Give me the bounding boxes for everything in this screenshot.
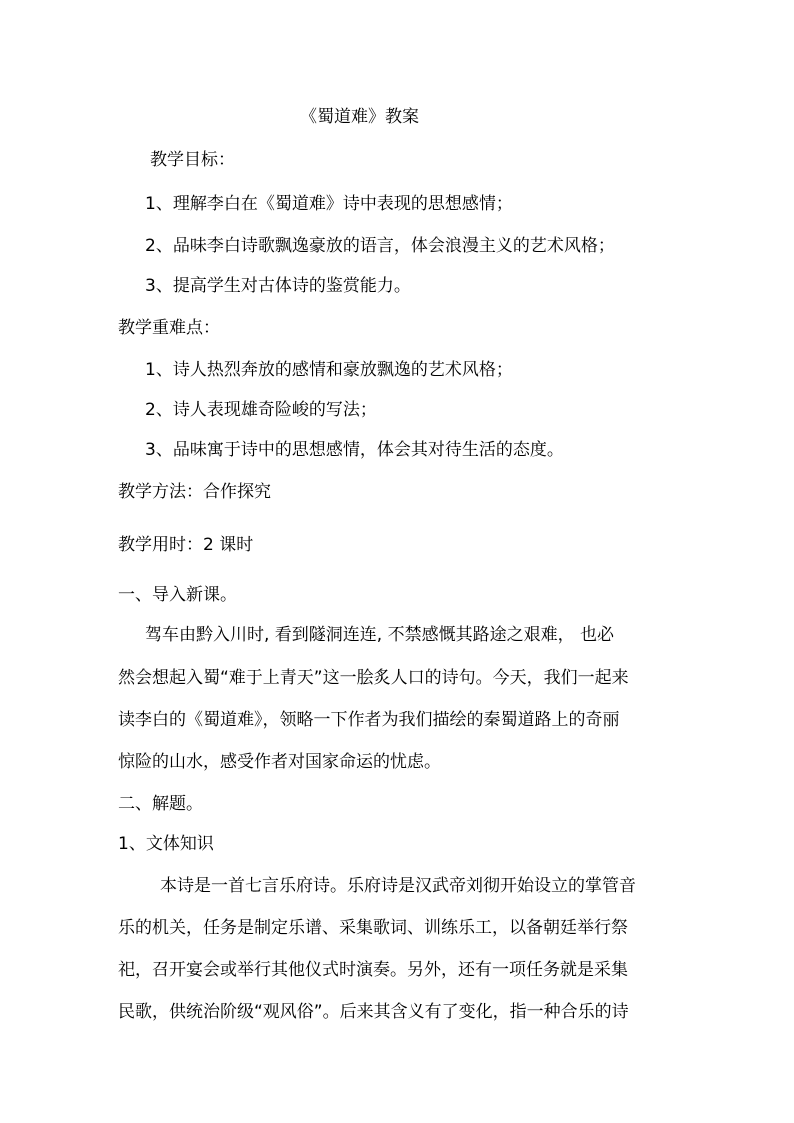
subsection-heading-genre: 1、文体知识 (118, 834, 214, 854)
keypoints-heading: 教学重难点： (118, 318, 220, 338)
document-title: 《蜀道难》教案 (300, 107, 419, 127)
paragraph-line: 祀，召开宴会或举行其他仪式时演奏。另外，还有一项任务就是采集 (118, 960, 628, 980)
keypoint-item: 1、诗人热烈奔放的感情和豪放飘逸的艺术风格； (145, 360, 513, 380)
section-heading-intro: 一、导入新课。 (118, 585, 237, 605)
teaching-hours: 教学用时：2 课时 (118, 535, 254, 555)
teaching-method: 教学方法：合作探究 (118, 482, 271, 502)
section-heading-title-explanation: 二、解题。 (118, 794, 203, 814)
paragraph-line: 本诗是一首七言乐府诗。乐府诗是汉武帝刘彻开始设立的掌管音 (160, 876, 636, 896)
paragraph-line: 乐的机关，任务是制定乐谱、采集歌词、训练乐工，以备朝廷举行祭 (118, 918, 628, 938)
objective-item: 1、理解李白在《蜀道难》诗中表现的思想感情； (145, 194, 513, 214)
objectives-heading: 教学目标： (150, 150, 235, 170)
paragraph-line: 驾车由黔入川时, 看到隧洞连连, 不禁感慨其路途之艰难， 也必 (145, 625, 615, 645)
paragraph-line: 读李白的《蜀道难》，领略一下作者为我们描绘的秦蜀道路上的奇丽 (118, 710, 620, 730)
paragraph-line: 惊险的山水，感受作者对国家命运的忧虑。 (118, 752, 441, 772)
keypoint-item: 3、品味寓于诗中的思想感情，体会其对待生活的态度。 (145, 440, 564, 460)
paragraph-line: 然会想起入蜀“难于上青天”这一脍炙人口的诗句。今天，我们一起来 (118, 668, 629, 688)
objective-item: 2、品味李白诗歌飘逸豪放的语言，体会浪漫主义的艺术风格； (145, 236, 615, 256)
objective-item: 3、提高学生对古体诗的鉴赏能力。 (145, 276, 411, 296)
keypoint-item: 2、诗人表现雄奇险峻的写法； (145, 400, 377, 420)
paragraph-line: 民歌，供统治阶级“观风俗”。后来其含义有了变化，指一种合乐的诗 (118, 1002, 629, 1022)
